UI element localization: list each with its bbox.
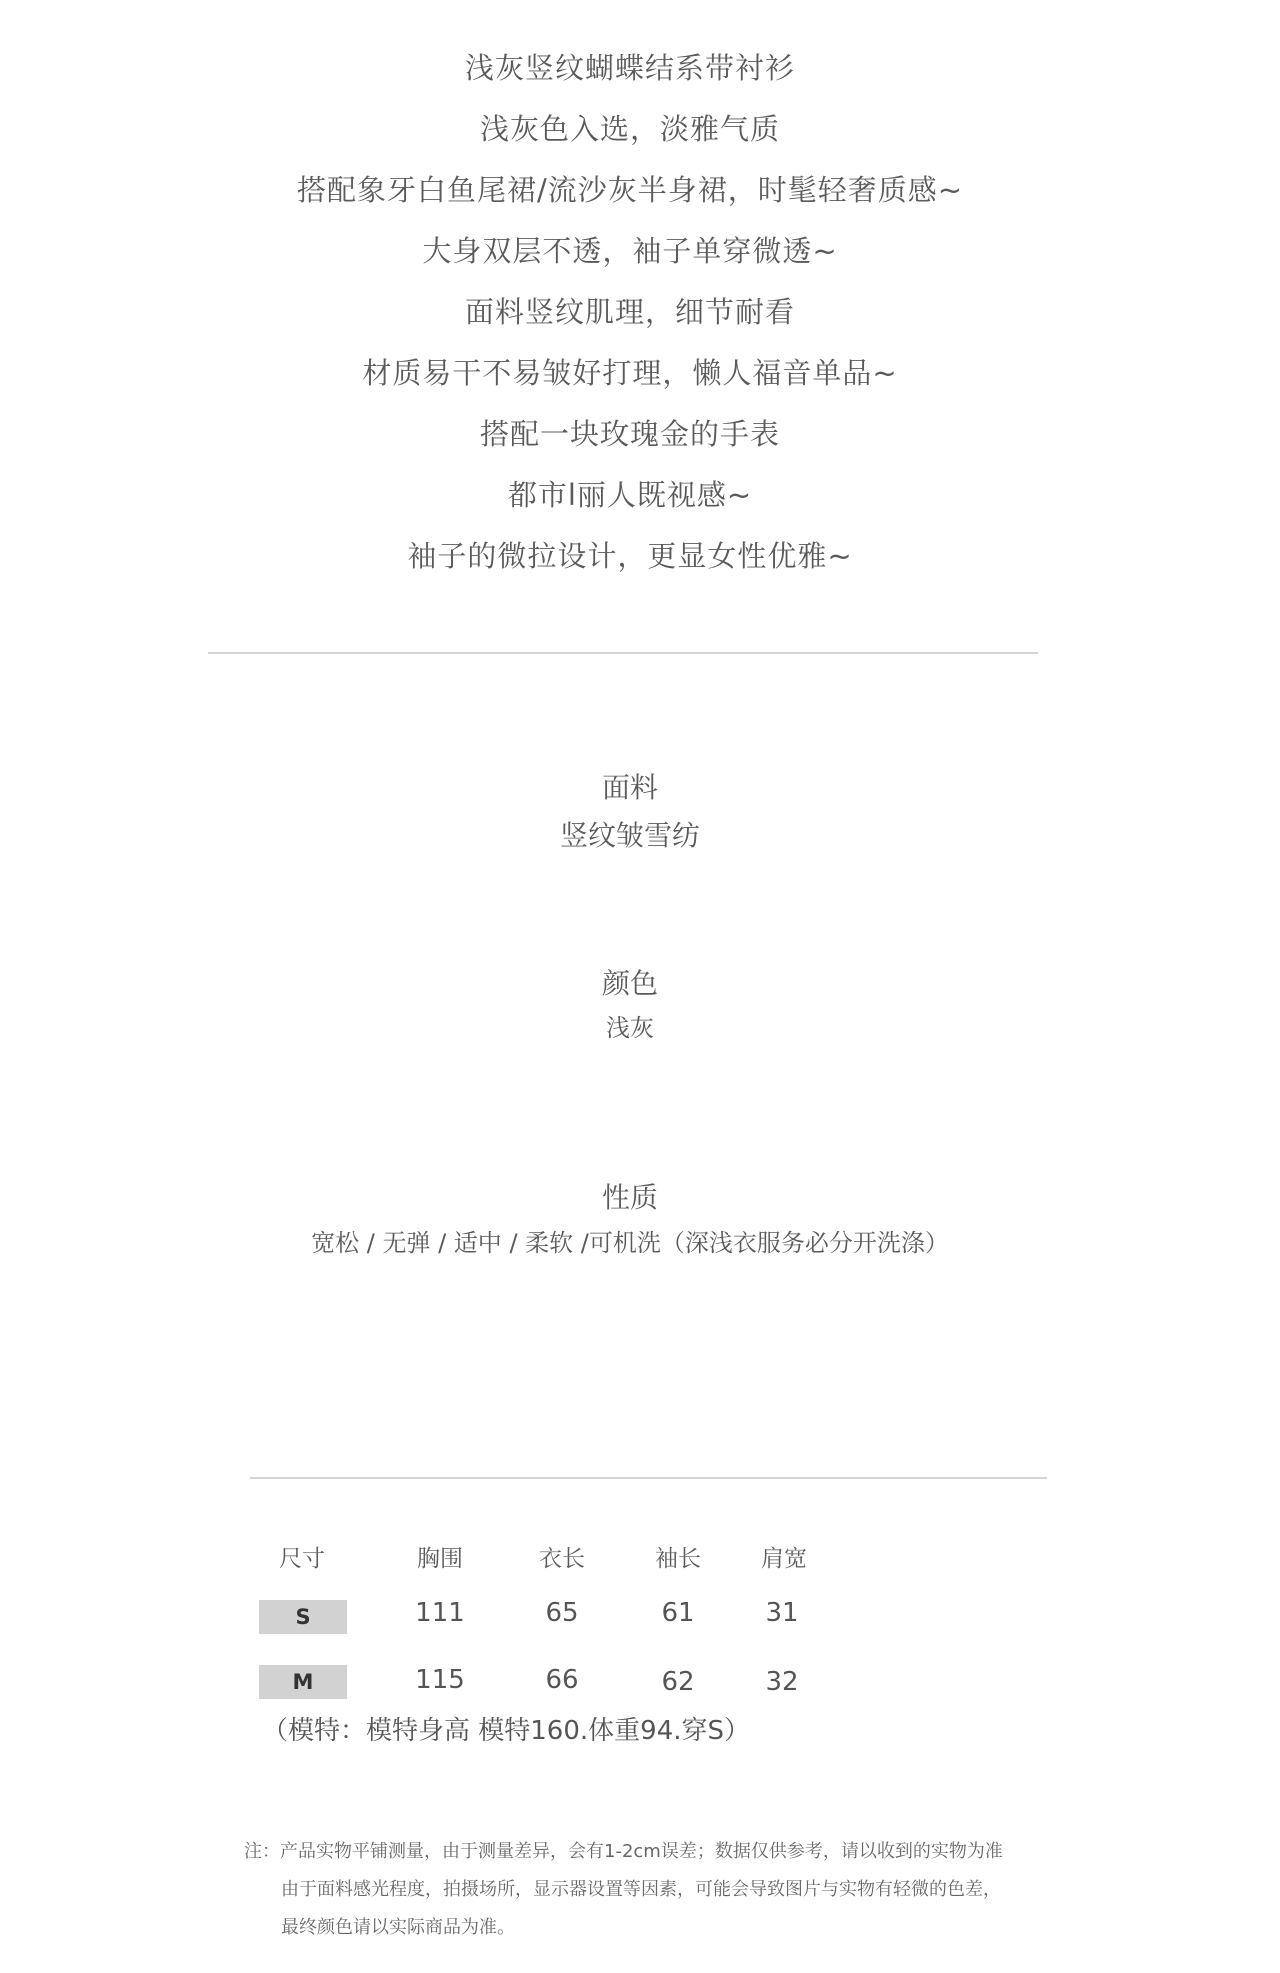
header-length: 衣长 (539, 1546, 585, 1572)
properties-title: 性质 (601, 1181, 658, 1214)
properties-value: 宽松 / 无弹 / 适中 / 柔软 /可机洗（深浅衣服务必分开洗涤） (311, 1229, 949, 1257)
row-s-sleeve: 61 (661, 1598, 695, 1628)
row-m-shoulder: 32 (765, 1667, 799, 1697)
row-s-shoulder: 31 (765, 1598, 799, 1628)
footnotes (244, 1833, 1003, 1947)
fabric-value: 竖纹皱雪纺 (559, 819, 700, 852)
row-s-chest: 111 (415, 1598, 465, 1628)
size-badge-s: S (259, 1600, 347, 1634)
model-info: （模特：模特身高 模特160.体重94.穿S） (262, 1716, 751, 1746)
divider-top (208, 652, 1038, 654)
description-line-1: 浅灰竖纹蝴蝶结系带衬衫 (464, 51, 795, 85)
row-m-length: 66 (545, 1665, 579, 1695)
row-m-sleeve: 62 (661, 1667, 695, 1697)
header-size: 尺寸 (279, 1546, 325, 1572)
color-title: 颜色 (601, 967, 658, 1000)
description-line-3: 搭配象牙白鱼尾裙/流沙灰半身裙，时髦轻奢质感~ (296, 173, 964, 207)
properties-section (0, 1174, 1260, 1264)
description-line-2: 浅灰色入选，淡雅气质 (479, 112, 780, 146)
fabric-title: 面料 (601, 771, 658, 804)
size-badge-m: M (259, 1665, 347, 1699)
color-value: 浅灰 (606, 1014, 654, 1042)
description-line-7: 搭配一块玫瑰金的手表 (479, 417, 780, 451)
description-line-5: 面料竖纹肌理，细节耐看 (464, 295, 795, 329)
header-sleeve: 袖长 (655, 1546, 701, 1572)
row-m-chest: 115 (415, 1665, 465, 1695)
fabric-section (0, 764, 1260, 860)
description-line-4: 大身双层不透，袖子单穿微透~ (422, 234, 838, 268)
product-description (0, 38, 1260, 587)
description-line-8: 都市l丽人既视感~ (507, 478, 753, 512)
divider-bottom (250, 1477, 1047, 1479)
row-s-length: 65 (545, 1598, 579, 1628)
description-line-9: 袖子的微拉设计，更显女性优雅~ (407, 539, 853, 573)
note-line-1: 注：产品实物平铺测量，由于测量差异，会有1-2cm误差；数据仅供参考，请以收到的实物为准 (244, 1841, 1003, 1862)
color-section (0, 960, 1260, 1048)
description-line-6: 材质易干不易皱好打理，懒人福音单品~ (362, 356, 898, 390)
note-line-2: 由于面料感光程度，拍摄场所，显示器设置等因素，可能会导致图片与实物有轻微的色差， (281, 1879, 1001, 1900)
note-line-3: 最终颜色请以实际商品为准。 (281, 1917, 515, 1938)
header-shoulder: 肩宽 (761, 1546, 807, 1572)
header-chest: 胸围 (417, 1546, 463, 1572)
